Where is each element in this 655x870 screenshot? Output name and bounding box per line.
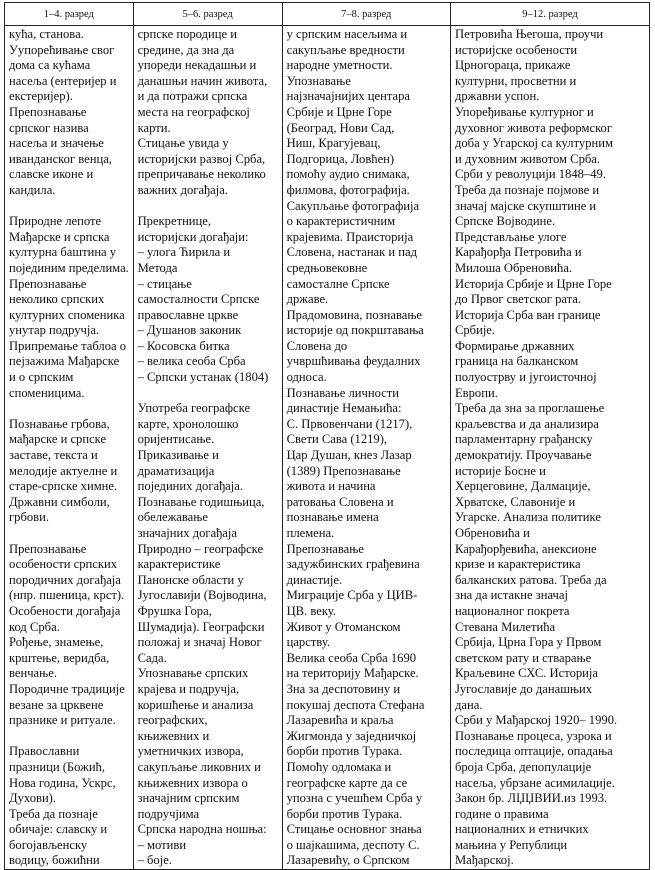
text-block [455, 27, 646, 869]
text-line: Карађорђа Петровића и [454, 245, 582, 260]
text-line: Срби у револуцији 1848–49. [454, 167, 606, 182]
text-line: појединим пределима. [9, 260, 129, 275]
text-line: ЦВ. веку. [286, 603, 336, 618]
text-line: данашњи начин живота, [137, 73, 268, 88]
text-line: водицу, божићни [9, 853, 100, 868]
text-line: Државни симболи, [9, 494, 110, 509]
text-line: демократију. Проучавање [454, 448, 592, 463]
text-line: обележавање [137, 510, 208, 525]
text-line: племена. [286, 526, 335, 540]
text-line: доба у Угарској са културним [454, 136, 613, 151]
text-line: књижевних извора о [137, 775, 248, 790]
text-line: крштење, веридба, [9, 650, 110, 665]
text-line: Мађарске и српска [9, 229, 110, 244]
text-line: богојављенску [9, 837, 88, 852]
text-block [287, 27, 447, 869]
text-line: значај мајске скупштине и [454, 198, 597, 213]
text-line: положај и значај Новог [137, 635, 262, 650]
text-line: националног покрета [454, 603, 570, 618]
text-line: Словена до [286, 338, 348, 353]
text-block [138, 214, 279, 386]
text-line: појединих догађаја. [137, 479, 243, 494]
text-line: борби против Турака. [286, 744, 403, 759]
text-line: Словена, настанак и пад [286, 245, 418, 260]
text-line: Рођење, знамење, [9, 635, 104, 650]
text-line: Живот у Отоманском [286, 619, 401, 634]
text-line: географске карте да се [286, 775, 408, 790]
text-line: полуострву и југоисточној [454, 370, 597, 385]
text-line: карти. [137, 120, 171, 135]
text-line: Прадомовина, познавање [286, 307, 423, 322]
text-line: Упознавање српских [137, 666, 249, 681]
text-line: краљевства и да анализира [454, 416, 599, 431]
text-line: помоћу аудио снимака, [286, 167, 410, 182]
text-block [9, 542, 130, 729]
text-line: кандила. [9, 182, 56, 197]
text-line: особености српских [9, 557, 118, 572]
text-line: оријентисање. [137, 432, 215, 447]
text-line: Нова година, Ускрс, [9, 775, 116, 790]
text-line: Породичне традиције [9, 681, 125, 696]
text-line: Панонске области у [137, 572, 244, 587]
text-line: значајним српским [137, 791, 240, 806]
text-line: националних и етничких [454, 822, 589, 837]
text-line: Треба да зна за проглашење [454, 401, 605, 416]
text-line: старе-српске химне. [9, 479, 118, 494]
text-line: Духови). [9, 791, 57, 806]
text-line: карактеристике [137, 557, 221, 572]
text-line: сакупљање ликовних и [137, 759, 261, 774]
column-grades-5-6 [133, 26, 282, 870]
text-line: Свети Сава (1219), [286, 432, 388, 447]
text-line: последица оптације, опадања [454, 744, 613, 759]
text-line: живота и начина [286, 479, 376, 494]
text-line: (1389) Препознавање [286, 463, 401, 478]
text-line: упореди некадашњи и [137, 58, 257, 73]
text-line: династије Немањића: [286, 401, 402, 416]
text-line: ратовања Словена и [286, 494, 394, 509]
text-line: – велика сеоба Срба [137, 354, 246, 369]
text-line: светском рату и стварање [454, 650, 592, 665]
text-line: зна да истакне значај [454, 588, 568, 603]
text-line: Југославије до данашњих [454, 681, 593, 696]
text-line: Жигмонда у заједничкој [286, 728, 417, 743]
text-line: унутар подручја. [9, 323, 100, 338]
text-line: Особености догађаја [9, 603, 121, 618]
text-line: Цар Душан, кнез Лазар [286, 448, 412, 463]
text-line: карте, хронолошко [137, 416, 239, 431]
text-line: културних споменика [9, 307, 125, 322]
column-grades-9-12 [450, 26, 649, 870]
text-line: места на географској [137, 104, 250, 119]
text-line: самосталности Српске [137, 292, 260, 307]
text-line: Карађорђевића, анексионе [454, 541, 597, 556]
text-line: Херцеговине, Далмације, [454, 479, 591, 494]
header-grades-1-4: 1–4. разред [5, 3, 134, 26]
text-line: државни успон. [454, 89, 540, 104]
text-line: крајева и подручја, [137, 681, 240, 696]
text-line: спомeницима. [9, 385, 85, 400]
text-line: Природне лепоте [9, 214, 102, 229]
curriculum-table [4, 2, 650, 870]
text-line: Зна за деспотовину и [286, 681, 401, 696]
text-line: мађарске и српске [9, 432, 107, 447]
text-line: Прекретнице, [137, 214, 212, 229]
text-line: коришћење и анализа [137, 697, 254, 712]
text-line: најзначајнијих центара [286, 89, 410, 104]
text-line: Познавање грбова, [9, 416, 110, 431]
text-line: – Косовска битка [137, 338, 230, 353]
text-line: културна баштина у [9, 245, 117, 260]
text-line: историје од покрштавања [286, 323, 424, 338]
text-line: државе. [286, 292, 329, 307]
text-line: Југославији (Војводина, [137, 588, 267, 603]
text-line: задужбинских грађевина [286, 557, 420, 572]
text-line: духовног живота реформског [454, 120, 613, 135]
text-line: – Душанов законик [137, 323, 242, 338]
text-line: историјски догађаји: [137, 229, 249, 244]
text-line: славске иконе и [9, 167, 94, 182]
text-line: – Српски устанак (1804) [137, 370, 269, 385]
text-line: (нпр. пшеница, крст). [9, 588, 125, 603]
text-line: династије. [286, 572, 343, 587]
text-line: Припремање таблоа о [9, 338, 127, 353]
text-line: до Првог светског рата. [454, 292, 582, 307]
text-line: Србије и Црне Горе [286, 104, 392, 119]
text-block [9, 417, 130, 526]
text-line: Треба да познаје [9, 806, 98, 821]
text-line: Србије. [454, 323, 496, 338]
text-line: историјски развој Срба, [137, 151, 266, 166]
text-line: празници (Божић, [9, 759, 106, 774]
text-line: Црногораца, прикаже [454, 58, 571, 73]
text-line: неколико српских [9, 292, 105, 307]
text-line: насеља и значење [9, 136, 104, 151]
text-line: географских, [137, 713, 208, 728]
text-block [9, 214, 130, 401]
text-line: средине, да зна да [137, 42, 235, 57]
text-line: Велика сеоба Срба 1690 [286, 650, 417, 665]
column-grades-7-8 [282, 26, 450, 870]
text-line: сакупљање вредности [286, 42, 405, 57]
text-line: Подгорица, Ловћен) [286, 151, 395, 166]
text-line: царству. [286, 635, 330, 650]
text-line: Српска народна ношња: [137, 822, 267, 837]
text-line: Лазаревићу, о Српском [286, 853, 410, 868]
text-line: односа. [286, 370, 327, 385]
column-grades-1-4 [5, 26, 134, 870]
text-line: иванданског венца, [9, 151, 112, 166]
text-line: Помоћу одломака и [286, 759, 392, 774]
text-line: дана. [454, 697, 483, 712]
text-line: броја Срба, депопулације [454, 759, 592, 774]
text-line: код Срба. [9, 619, 60, 634]
text-line: мелодије актуелне и [9, 463, 118, 478]
text-line: историје Босне и [454, 463, 546, 478]
text-line: Краљевине СХС. Историја [454, 666, 598, 681]
text-line: Стицање увида у [137, 136, 229, 151]
text-line: заставе, текста и [9, 448, 98, 463]
text-line: кућа, станова. [9, 27, 84, 41]
text-line: обичаје: славску и [9, 822, 108, 837]
text-line: – улога Ћирила и [137, 245, 231, 260]
text-line: учвршћивања феудалних [286, 354, 421, 369]
text-line: уметничких извора, [137, 744, 244, 759]
text-line: о карактеристичним [286, 214, 396, 229]
text-line: Препознавање [9, 104, 87, 119]
text-line: Препознавање [286, 541, 364, 556]
text-line: кризе и карактеристика [454, 557, 581, 572]
text-line: српског назива [9, 120, 89, 135]
text-line: Ниш, Крагујевац, [286, 136, 381, 151]
text-line: Препознавање [9, 276, 87, 291]
text-line: пејзажима Мађарске [9, 354, 120, 369]
text-line: – стицање [137, 276, 192, 291]
text-line: покушај деспота Стефана [286, 697, 425, 712]
text-line: историјске особености [454, 42, 578, 57]
text-line: године о правима [454, 806, 549, 821]
text-line: Стевана Милетића [454, 619, 556, 634]
text-line: Обреновића и [454, 526, 530, 540]
text-line: и да потражи српска [137, 89, 248, 104]
text-line: Упоређивање културног и [454, 104, 594, 119]
text-line: Треба да познаје појмове и [454, 182, 600, 197]
text-line: Срби у Мађарској 1920– 1990. [454, 713, 618, 728]
text-line: Употреба географске [137, 401, 251, 416]
text-line: Упознавање [286, 73, 351, 88]
text-block [138, 401, 279, 869]
text-line: борби против Турака. [286, 806, 403, 821]
text-line: граница на балканском [454, 354, 579, 369]
text-line: Познавање личности [286, 385, 400, 400]
text-line: Мађарској. [454, 853, 514, 868]
text-line: Познавање годишњица, [137, 494, 265, 509]
text-line: на територију Мађарске. [286, 666, 419, 681]
text-line: везане за црквене [9, 697, 104, 712]
text-line: празнике и ритуале. [9, 713, 116, 728]
text-line: насеља (ентеријер и [9, 73, 117, 88]
text-line: препричавање неколико [137, 167, 266, 182]
text-line: парламентарну грађанску [454, 432, 593, 447]
text-line: (Београд, Нови Сад, [286, 120, 395, 135]
header-grades-9-12: 9–12. разред [450, 3, 649, 26]
text-line: дома са кућама [9, 58, 91, 73]
text-line: Закон бр. ЛЏЏВИИ.из 1993. [454, 791, 608, 806]
text-line: Миграције Срба у ЦИВ- [286, 588, 418, 603]
text-line: српске породице и [137, 27, 237, 41]
text-line: драматизација [137, 463, 215, 478]
text-line: Фрушка Гора, [137, 603, 212, 618]
text-line: – мотиви [137, 837, 187, 852]
text-line: Приказивање и [137, 448, 219, 463]
text-line: Уупорећивање свог [9, 42, 115, 57]
text-line: Лазаревића и краља [286, 713, 394, 728]
text-line: упозна с учешћем Срба у [286, 791, 423, 806]
text-line: Сада. [137, 650, 167, 665]
text-line: важних догађаја. [137, 182, 228, 197]
text-line: Метода [137, 260, 178, 275]
text-block [9, 744, 130, 869]
text-line: крајевима. Праисторија [286, 229, 414, 244]
text-line: Познавање процеса, узрока и [454, 728, 612, 743]
text-line: Шумадија). Географски [137, 619, 265, 634]
text-line: књижевних и [137, 728, 210, 743]
text-line: С. Првовенчани (1217), [286, 416, 413, 431]
text-line: Европи. [454, 385, 498, 400]
text-block [9, 27, 130, 199]
text-block [138, 27, 279, 199]
text-line: Стицање основног знања [286, 822, 422, 837]
text-line: филмова, фотографија. [286, 182, 410, 197]
header-grades-7-8: 7–8. разред [282, 3, 450, 26]
text-line: Хрватске, Славоније и [454, 494, 576, 509]
text-line: Историја Срба ван границе [454, 307, 601, 322]
text-line: православне цркве [137, 307, 239, 322]
text-line: Србија, Црна Гора у Првом [454, 635, 602, 650]
text-line: Угарске. Анализа политике [454, 510, 601, 525]
text-line: познавање имена [286, 510, 379, 525]
text-line: Представљање улоге [454, 229, 567, 244]
text-line: и о српским [9, 370, 74, 385]
text-line: Формирање државних [454, 338, 575, 353]
text-line: мањина у Републици [454, 837, 568, 852]
text-line: балканских ратова. Треба да [454, 572, 607, 587]
text-line: о шајкашима, деспоту С. [286, 837, 420, 852]
text-line: значајних догађаја [137, 526, 237, 540]
text-line: Препознавање [9, 541, 87, 556]
text-line: самосталне Српске [286, 276, 390, 291]
text-line: Српске Војводине. [454, 214, 556, 229]
text-line: насеља, убрзане асимилације. [454, 775, 615, 790]
header-grades-5-6: 5–6. разред [133, 3, 282, 26]
text-line: културни, просветни и [454, 73, 577, 88]
text-line: и духовним животом Срба. [454, 151, 601, 166]
text-line: народне уметности. [286, 58, 393, 73]
content-row [5, 26, 650, 870]
text-line: екстеријер). [9, 89, 73, 104]
text-line: средњовековне [286, 260, 368, 275]
text-line: грбови. [9, 510, 50, 525]
text-line: Православни [9, 744, 80, 759]
text-line: Милоша Обреновића. [454, 260, 573, 275]
text-line: Сакупљање фотографија [286, 198, 420, 213]
header-row [5, 3, 650, 26]
text-line: Историја Србије и Црне Горе [454, 276, 612, 291]
text-line: – боје. [137, 853, 172, 868]
text-line: венчање. [9, 666, 57, 681]
text-line: подручјима [137, 806, 200, 821]
text-line: Природно – географске [137, 541, 264, 556]
text-line: у српским насељима и [286, 27, 408, 41]
text-line: Петровића Његоша, проучи [454, 27, 604, 41]
text-line: породичних догађаја [9, 572, 121, 587]
